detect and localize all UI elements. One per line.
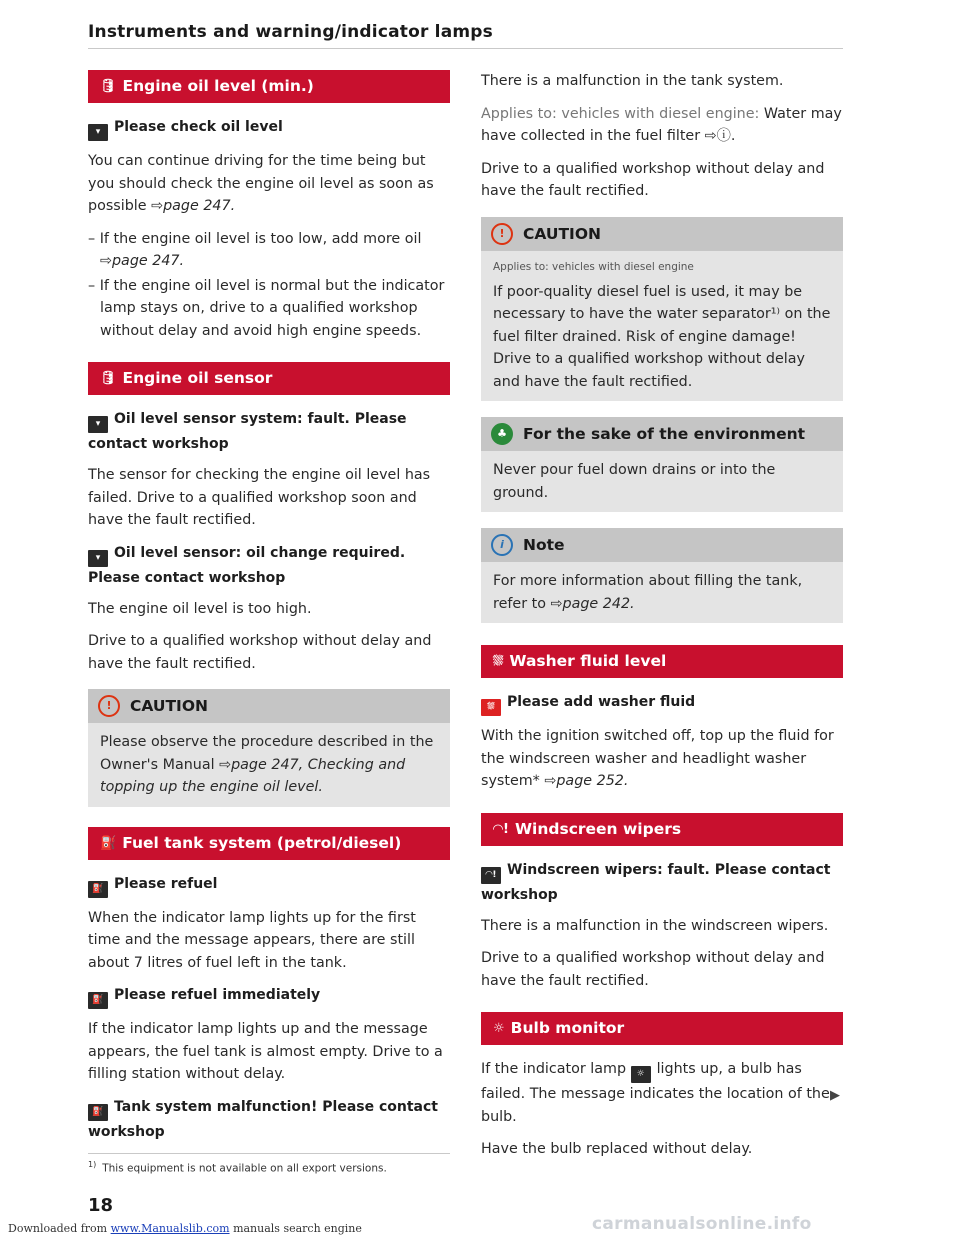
fuel-text2: If the indicator lamp lights up and the message appears, the fuel tank is almost empty. Drive to a filling station without delay.	[88, 1021, 443, 1082]
environment-box: ♣ For the sake of the environment Never pour fuel down drains or into the ground.	[481, 417, 843, 512]
continue-arrow-icon: ▶	[830, 1088, 840, 1103]
wipers-text2: Drive to a qualified workshop without delay and have the fault rectified.	[481, 950, 825, 989]
oil-sensor-sub2: ▾ Oil level sensor: oil change required. Please contact workshop	[88, 544, 406, 586]
list-item: – If the engine oil level is normal but the indicator lamp stays on, drive to a qualified workshop without delay and avoid high engine speeds.	[88, 277, 445, 339]
section-bulb-header: ☼ Bulb monitor	[481, 1012, 843, 1045]
oil-sensor-sub1: ▾ Oil level sensor system: fault. Please contact workshop	[88, 411, 407, 452]
washer-text: With the ignition switched off, top up the fluid for the windscreen washer and headlight washer system* ⇨page 252.	[481, 728, 834, 789]
header-rule	[88, 48, 843, 49]
info-icon: i	[491, 534, 513, 556]
oil-sensor-icon: 🛢	[100, 371, 117, 386]
caution-text: If poor-quality diesel fuel is used, it may be necessary to have the water separator¹⁾ on the fuel filter drained. Risk of engine damage! Drive to a qualified workshop without delay and have the fault rectified.	[493, 283, 831, 390]
footnote: $^{1)}$ This equipment is not available on all export versions.	[88, 1160, 387, 1175]
fuel-sub3: ⛽ Tank system malfunction! Please contact workshop	[88, 1098, 438, 1140]
bulb-text1: If the indicator lamp ☼ lights up, a bulb has failed. The message indicates the location of the bulb.	[481, 1061, 830, 1125]
wiper-indicator-icon: ◠!	[481, 867, 501, 884]
diesel-text: Applies to: vehicles with diesel engine: Water may have collected in the fuel filter ⇨ⓘ.	[481, 105, 842, 144]
watermark: carmanualsonline.info	[592, 1214, 812, 1234]
oil-sensor-text2: The engine oil level is too high.	[88, 600, 312, 617]
section-washer-header: ⛆ Washer fluid level	[481, 645, 843, 678]
section-fuel-header: ⛽ Fuel tank system (petrol/diesel)	[88, 827, 450, 860]
wipers-sub: ◠! Windscreen wipers: fault. Please contact workshop	[481, 861, 831, 903]
fuel-sub2: ⛽ Please refuel immediately	[88, 984, 450, 1009]
drive-workshop-text: Drive to a qualified workshop without delay and have the fault rectified.	[481, 160, 825, 199]
wiper-icon: ◠!	[493, 821, 509, 837]
oil-min-subheading: ▾ Please check oil level	[88, 116, 450, 141]
caution-icon: !	[491, 223, 513, 245]
washer-icon: ⛆	[493, 654, 504, 669]
fuel-indicator-icon: ⛽	[88, 881, 108, 898]
section-oil-sensor-header: 🛢 Engine oil sensor	[88, 362, 450, 395]
caution-icon: !	[98, 695, 120, 717]
bulb-text2: Have the bulb replaced without delay.	[481, 1141, 753, 1157]
section-oil-min-header: 🛢 Engine oil level (min.)	[88, 70, 450, 103]
oil-sensor-text1: The sensor for checking the engine oil level has failed. Drive to a qualified workshop soon and have the fault rectified.	[88, 467, 431, 528]
left-column	[88, 70, 450, 1152]
footnote-rule	[88, 1153, 450, 1154]
oil-sensor-text3: Drive to a qualified workshop without delay and have the fault rectified.	[88, 633, 432, 672]
note-text: For more information about filling the tank, refer to ⇨page 242.	[493, 573, 803, 612]
bulb-icon: ☼	[493, 1021, 505, 1036]
tree-icon: ♣	[491, 423, 513, 445]
page-number: 18	[88, 1195, 114, 1216]
oil-indicator-icon: ▾	[88, 124, 108, 141]
fuel-indicator-icon: ⛽	[88, 992, 108, 1009]
caution-box-oil: ! CAUTION Please observe the procedure described in the Owner's Manual ⇨page 247, Checking and topping up the engine oil level.	[88, 689, 450, 807]
environment-text: Never pour fuel down drains or into the ground.	[493, 462, 776, 501]
fuel-indicator-icon: ⛽	[88, 1104, 108, 1121]
applies-to-label: Applies to: vehicles with diesel engine	[493, 260, 694, 273]
tank-malfunction-text: There is a malfunction in the tank system.	[481, 73, 784, 89]
note-box: i Note For more information about filling the tank, refer to ⇨page 242.	[481, 528, 843, 623]
washer-indicator-icon: ⛆	[481, 699, 501, 716]
oil-min-list	[88, 228, 450, 343]
wipers-text1: There is a malfunction in the windscreen wipers.	[481, 917, 829, 934]
list-item: – If the engine oil level is too low, add more oil ⇨page 247.	[88, 230, 422, 269]
oil-sensor-indicator-icon: ▾	[88, 550, 108, 567]
fuel-text1: When the indicator lamp lights up for the first time and the message appears, there are still about 7 litres of fuel left in the tank.	[88, 909, 416, 971]
manualslib-link[interactable]: www.Manualslib.com	[110, 1222, 230, 1235]
caution-box-diesel: ! CAUTION Applies to: vehicles with diesel engine If poor-quality diesel fuel is used, it may be necessary to have the water separator¹⁾ on the fuel filter drained. Risk of engine damage! Drive to a qualified workshop without delay and have the fault rectified.	[481, 217, 843, 402]
caution-text: Please observe the procedure described in the Owner's Manual ⇨page 247, Checking and topping up the engine oil level.	[100, 734, 434, 795]
right-column	[481, 70, 843, 1171]
oil-sensor-indicator-icon: ▾	[88, 416, 108, 433]
oil-can-icon: 🛢	[100, 79, 117, 94]
fuel-pump-icon: ⛽	[100, 835, 117, 851]
download-note: Downloaded from www.Manualslib.com manuals search engine	[8, 1222, 362, 1235]
bulb-indicator-icon: ☼	[631, 1066, 651, 1083]
section-wipers-header: ◠! Windscreen wipers	[481, 813, 843, 846]
washer-sub: ⛆ Please add washer fluid	[481, 691, 843, 716]
oil-min-text: You can continue driving for the time being but you should check the engine oil level as soon as possible ⇨page 247.	[88, 153, 434, 214]
fuel-sub1: ⛽ Please refuel	[88, 873, 450, 898]
page-header: Instruments and warning/indicator lamps	[88, 22, 493, 42]
